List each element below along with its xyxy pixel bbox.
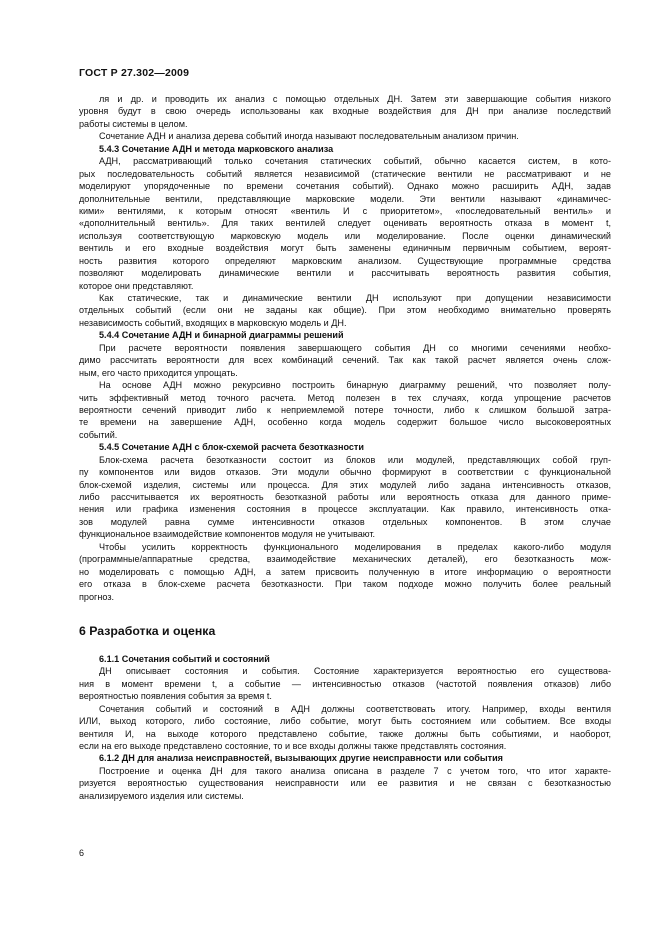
text-line: которое они представляют.: [79, 280, 194, 291]
text-line: дополнительные вентили, представляющие марковские модели. Эти вентили называют «динамичес-: [79, 193, 611, 204]
text-line: ния в момент времени t, а событие — интенсивностью отказов (частотой появления отказов) либо: [79, 678, 611, 689]
text-line: АДН, рассматривающий только сочетания статических событий, обычно касается систем, в кото-: [99, 156, 611, 167]
text-line: позволяют моделировать динамические вентили и рассчитывать вероятность развития события,: [79, 268, 611, 279]
text-line: используя соответствующую марковскую модель или моделирование. После оценки динамический: [79, 230, 611, 241]
text-line: либо рассчитывается их вероятность безотказной работы или вероятность отказа для данного приме-: [79, 492, 611, 502]
text-line: 6.1.1 Сочетания событий и состояний: [99, 653, 270, 664]
text-line: но моделировать с помощью АДН, а затем присвоить полученную в итоге информацию о вероятности: [79, 566, 611, 577]
subsection-heading: [79, 752, 611, 764]
text-line: ность развития которого определяют марковским анализом. Существующие программные средства: [79, 255, 611, 266]
text-line: ным, его часто приходится упрощать.: [79, 367, 238, 378]
text-line: вентиля И, на выходе которого представлено событие, также должны быть событиями, и наоборот,: [79, 728, 611, 739]
text-line: функциональное взаимодействие компонентов модуля не учитывают.: [79, 529, 376, 540]
text-line: 6.1.2 ДН для анализа неисправностей, вызывающих другие неисправности или события: [99, 753, 503, 764]
text-line: отдельных событий (если они не заданы как общие). При этом необходимо внимательно проверять: [79, 305, 611, 316]
text-line: Как статические, так и динамические вентили ДН используют при допущении независимости: [99, 293, 611, 303]
section-title: [79, 623, 611, 639]
text-line: уровня будут в свою очередь использованы как входные воздействия для ДН при анализе последствий: [79, 106, 611, 117]
paragraph: [79, 541, 611, 603]
text-line: вентиль и его входные воздействия могут быть заменены единичным первичным событием, вероят-: [79, 243, 611, 254]
text-line: 5.4.5 Сочетание АДН с блок-схемой расчета безотказности: [99, 442, 364, 453]
text-line: те времени на завершение АДН, особенно когда модель содержит большое число высоковероятных: [79, 417, 611, 428]
paragraph: [79, 93, 611, 130]
paragraph: [79, 379, 611, 441]
paragraph: [79, 130, 611, 142]
paragraph: [79, 703, 611, 753]
paragraph: [79, 342, 611, 379]
text-line: Построение и оценка ДН для такого анализа описана в разделе 7 с учетом того, что итог характе-: [99, 765, 611, 776]
text-line: При расчете вероятности появления завершающего события ДН со многими сечениями необхо-: [99, 342, 611, 353]
subsection-heading: [79, 653, 611, 665]
text-line: моделируют упорядоченные по времени сочетания событий). Однако можно расширить АДН, задав: [79, 181, 611, 192]
text-line: событий.: [79, 429, 118, 440]
text-line: работы системы в целом.: [79, 118, 188, 129]
text-line: Чтобы усилить корректность функционального моделирования в пределах какого-либо модуля: [99, 541, 611, 552]
text-line: его отказа в блок-схеме расчета безотказности. При таком подходе можно получить более реальный: [79, 579, 611, 590]
text-line: вероятности сечений приводит либо к неприемлемой потере точности, либо к слишком большой затра-: [79, 404, 611, 415]
text-line: ля и др. и проводить их анализ с помощью отдельных ДН. Затем эти завершающие события низкого: [99, 94, 611, 104]
text-line: 5.4.4 Сочетание АДН и бинарной диаграммы решений: [99, 330, 344, 341]
text-line: «дополнительный вентиль». Для таких вентилей следует оценивать вероятность отказа в момент t,: [79, 218, 611, 229]
subsection-heading: [79, 329, 611, 341]
text-line: ДН описывает состояния и события. Состояние характеризуется вероятностью его существова-: [99, 666, 611, 677]
standard-header: ГОСТ Р 27.302—2009: [79, 67, 190, 79]
spacer: [79, 639, 611, 653]
text-line: Сочетание АДН и анализа дерева событий иногда называют последовательным анализом причин.: [99, 131, 519, 142]
text-line: 6 Разработка и оценка: [79, 623, 216, 638]
text-line: вероятностью появления события за время t.: [79, 691, 272, 702]
text-line: пу компонентов или видов отказов. Эти модули обычно формируют в соответствии с функциональной: [79, 467, 611, 478]
spacer: [79, 603, 611, 623]
text-line: прогноз.: [79, 591, 115, 602]
text-line: ризуется вероятностью существования неисправности или ее развития и не связан с безотказностью: [79, 778, 611, 789]
paragraph: [79, 454, 611, 541]
text-line: независимость событий, входящих в марковскую модель и ДН.: [79, 317, 347, 328]
text-line: (программные/аппаратные средства, взаимодействие механических деталей), его безотказность мож-: [79, 554, 611, 565]
text-line: 5.4.3 Сочетание АДН и метода марковского анализа: [99, 143, 334, 154]
text-line: если на его выходе представлено состояние, то и все входы должны также представлять состояния.: [79, 741, 507, 751]
text-line: димо рассчитать вероятности для всех комбинаций сечений. Так как такой расчет является очень слож-: [79, 355, 611, 366]
text-line: Сочетания событий и состояний в АДН должны соответствовать итогу. Например, входы вентиля: [99, 703, 611, 714]
paragraph: [79, 665, 611, 702]
page-number: 6: [79, 848, 85, 858]
text-line: кими» вентилями, к которым относят «вентиль И с приоритетом», «последовательный вентиль» и: [79, 205, 611, 216]
paragraph: [79, 292, 611, 329]
text-line: зов модулей равна сумме интенсивности отказов отдельных компонентов. В этом случае: [79, 516, 611, 527]
text-line: чить эффективный метод точного расчета. Метод полезен в тех случаях, когда упрощение расчетов: [79, 392, 611, 403]
paragraph: [79, 155, 611, 292]
text-line: ИЛИ, выход которого, либо состояние, либо событие, могут быть состоянием или событием. Все входы: [79, 716, 611, 727]
text-line: нения или графика изменения состояния в процессе эксплуатации. Как правило, интенсивность отка-: [79, 504, 611, 515]
text-line: рых последовательность событий является независимой (статические вентили не рассматривают и не: [79, 168, 611, 179]
text-line: На основе АДН можно рекурсивно построить бинарную диаграмму решений, что позволяет полу-: [99, 380, 611, 391]
subsection-heading: [79, 143, 611, 155]
text-line: анализируемого изделия или системы.: [79, 790, 244, 801]
text-line: блок-схемой изделия, системы или процесса. Для этих модулей либо задана интенсивность отказов,: [79, 479, 611, 490]
document-body: [79, 93, 611, 802]
text-line: Блок-схема расчета безотказности состоит из блоков или модулей, представляющих собой груп-: [99, 454, 611, 465]
paragraph: [79, 765, 611, 802]
subsection-heading: [79, 441, 611, 453]
